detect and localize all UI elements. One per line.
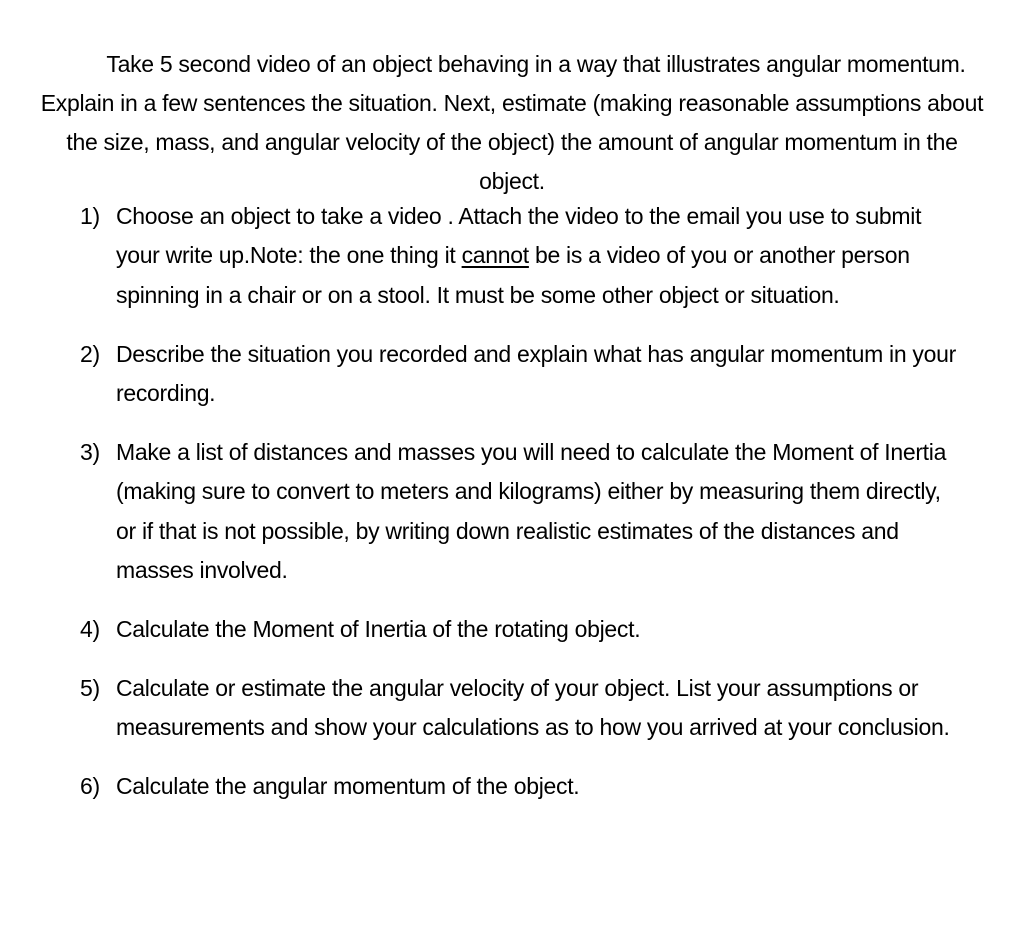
list-item-4 [80, 610, 960, 649]
list-item-3 [80, 433, 960, 591]
list-item-number: 5) [80, 675, 100, 702]
underlined-cannot: cannot [461, 242, 529, 269]
list-item-number: 3) [80, 439, 100, 466]
list-item-number: 1) [80, 203, 100, 229]
list-item-number: 2) [80, 340, 100, 367]
list-item-number: 6) [80, 773, 100, 800]
intro-paragraph [40, 45, 984, 201]
list-item-text: Describe the situation you recorded and explain what has angular momentum in your recording. [116, 340, 956, 407]
list-item-2 [80, 335, 960, 414]
list-item-5 [80, 669, 960, 748]
list-item-6 [80, 767, 960, 806]
list-item-text-before: Choose an object to take a video . Attach the video to the email you use to submit your write up.Note: the one thing it [116, 203, 922, 269]
list-item-text-after: be is a video of you or another person spinning in a chair or on a stool. It must be some other object or situation. [116, 242, 910, 308]
instruction-list [80, 197, 960, 826]
intro-text: Take 5 second video of an object behaving in a way that illustrates angular momentum. Explain in a few sentences the situation. Next, estimate (making reasonable assumptions about the size, mass, and angular velocity of the object) the amount of angular momentum in the object. [40, 51, 984, 194]
list-item-number: 4) [80, 616, 100, 643]
list-item-text: Calculate the Moment of Inertia of the rotating object. [116, 616, 641, 643]
list-item-text: Calculate the angular momentum of the object. [116, 773, 580, 800]
list-item-text: Make a list of distances and masses you will need to calculate the Moment of Inertia (making sure to convert to meters and kilograms) either by measuring them directly, or if that is not possible, by writing down realistic estimates of the distances and masses involved. [116, 439, 947, 584]
list-item-1 [80, 197, 960, 315]
list-item-text: Calculate or estimate the angular velocity of your object. List your assumptions or measurements and show your calculations as to how you arrived at your conclusion. [116, 675, 950, 741]
